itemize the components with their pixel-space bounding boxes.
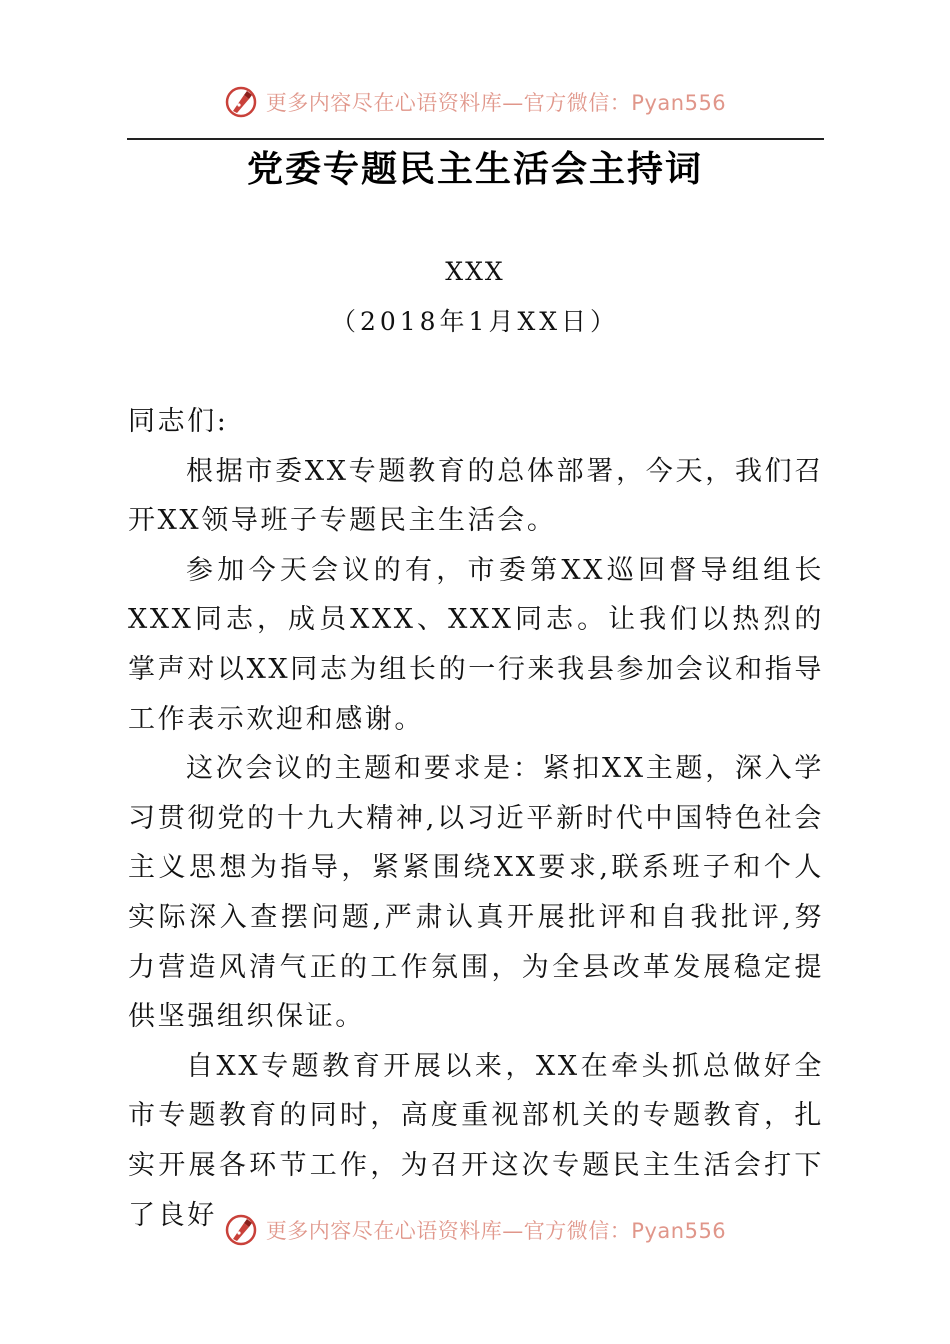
watermark-banner-top [0,82,950,122]
document-title: 党委专题民主生活会主持词 [246,149,703,190]
paragraph-2: 参加今天会议的有，市委第XX巡回督导组组长XXX同志，成员XXX、XXX同志。让我们以热烈的掌声对以XX同志为组长的一行来我县参加会议和指导工作表示欢迎和感谢。 [128,554,824,735]
salutation: 同志们: [128,406,229,437]
pen-nib-circle-icon [224,85,258,119]
pen-nib-circle-icon [224,1213,258,1247]
watermark-text: 更多内容尽在心语资料库—官方微信：Pyan556 [265,1219,727,1243]
paragraph-1: 根据市委XX专题教育的总体部署，今天，我们召开XX领导班子专题民主生活会。 [128,455,824,537]
document-date: （2018年1月XX日） [330,307,620,336]
paragraph-3: 这次会议的主题和要求是：紧扣XX主题，深入学习贯彻党的十九大精神,以习近平新时代中国特色社会主义思想为指导，紧紧围绕XX要求,联系班子和个人实际深入查摆问题,严肃认真开展批评和自我批评,努力营造风清气正的工作氛围，为全县改革发展稳定提供坚强组织保证。 [128,753,824,1033]
watermark-text: 更多内容尽在心语资料库—官方微信：Pyan556 [265,91,727,115]
watermark-banner-bottom [0,1210,950,1250]
author-name: XXX [445,257,505,286]
document-body [128,397,824,1240]
paragraph-4: 自XX专题教育开展以来，XX在牵头抓总做好全市专题教育的同时，高度重视部机关的专题教育，扎实开展各环节工作，为召开这次专题民主生活会打下了良好 [128,1050,824,1231]
